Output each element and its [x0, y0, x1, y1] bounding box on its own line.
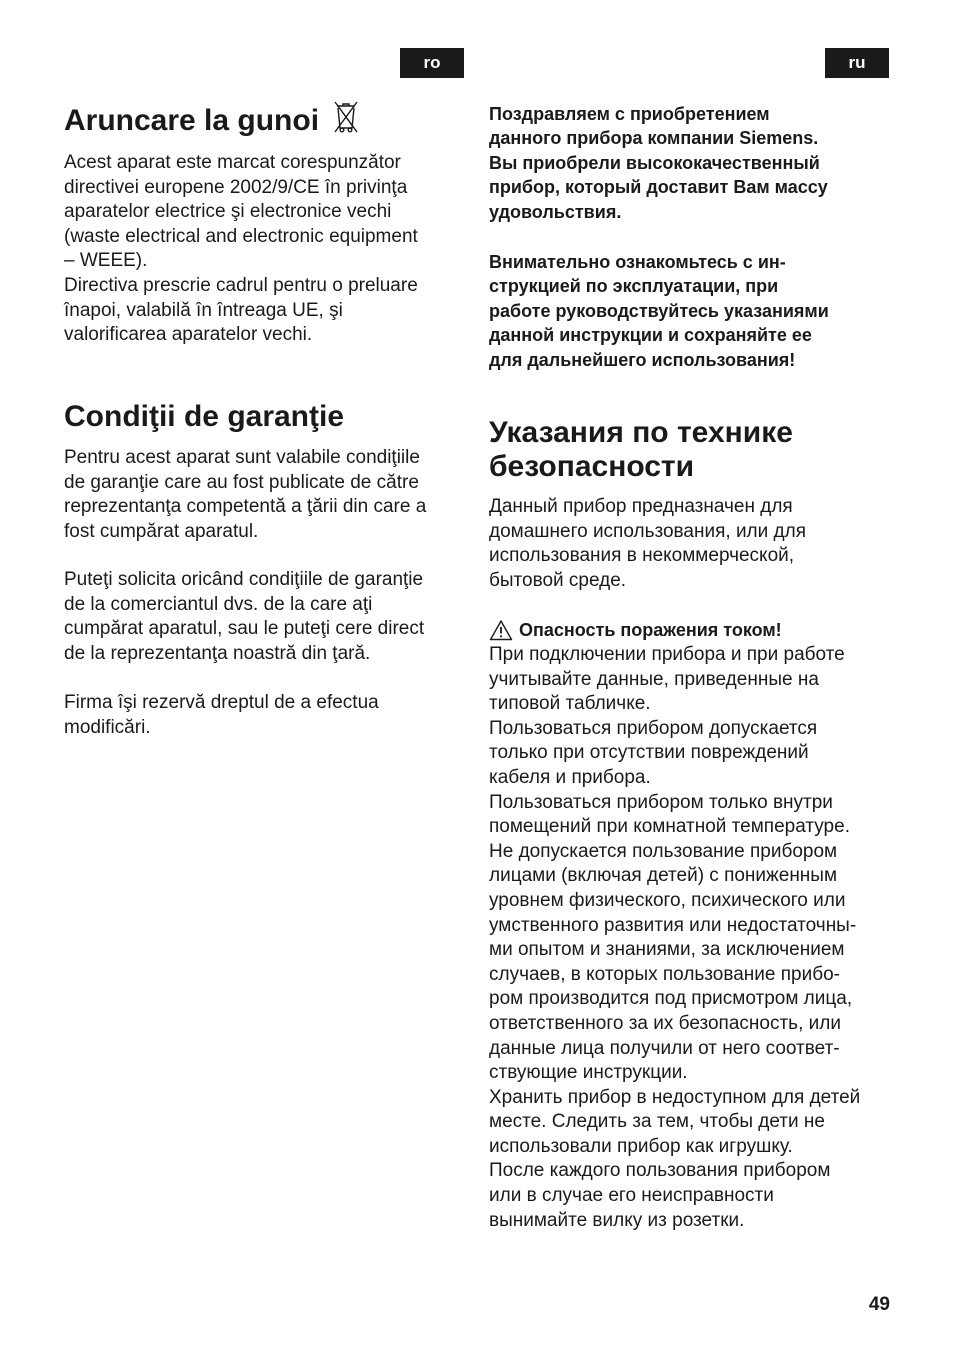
page-number: 49	[868, 1294, 890, 1315]
safety-paragraph: Данный прибор предназначен для домашнего использования, или для использования в некоммерческой, бытовой среде.	[489, 496, 806, 591]
warranty-paragraph-3: Firma îşi rezervă dreptul de a efectua modificări.	[64, 692, 379, 738]
warranty-paragraph-2: Puteţi solicita oricând condiţiile de garanţie de la comerciantul dvs. de la care aţi cumpărat aparatul, sau le puteţi cere direct de la reprezentanţa noastră din ţară.	[64, 569, 425, 664]
warning-header	[489, 618, 782, 642]
language-tab-ro: ro	[400, 48, 464, 78]
intro-congratulations: Поздравляем с приобретением данного прибора компании Siemens. Вы приобрели высококачественный прибор, который доставит Вам массу удовольствия.	[489, 104, 828, 222]
warranty-heading: Condiţii de garanţie	[64, 400, 345, 433]
warning-text: При подключении прибора и при работе учитывайте данные, приведенные на типовой табличке. Пользоваться прибором допускается только при отсутствии повреждений кабеля и прибора. Пользоваться прибором только внутри помещений при комнатной температуре. Не допускается пользование прибором лицами (включая детей) с пониженным уровнем физического, психического или умственного развития или недостаточны- ми опытом и знаниями, за исключением случаев, в которых пользование прибо- ром производится под присмотром лица, ответственного за их безопасность, или данные лица получили от него соответ- ствующие инструкции. Хранить прибор в недоступном для детей месте. Следить за тем, чтобы дети не использовали прибор как игрушку. После каждого пользования прибором или в случае его неисправности вынимайте вилку из розетки.	[489, 644, 861, 1231]
disposal-paragraph: Acest aparat este marcat corespunzător directivei europene 2002/9/CE în privinţa aparatelor electrice şi electronice vechi (waste electrical and electronic equipment – WEEE). Directiva prescrie cadrul pentru o preluare înapoi, valabilă în întreaga UE, şi valorificarea aparatelor vechi.	[64, 152, 418, 346]
weee-crossed-bin-icon	[333, 100, 359, 142]
language-tab-ru: ru	[825, 48, 889, 78]
safety-heading: Указания по технике безопасности	[489, 416, 793, 483]
warning-triangle-icon	[489, 619, 513, 641]
warranty-paragraph-1: Pentru acest aparat sunt valabile condiţiile de garanţie care au fost publicate de către reprezentanţa competentă a ţării din care a fost cumpărat aparatul.	[64, 447, 427, 542]
disposal-title: Aruncare la gunoi	[64, 104, 320, 137]
disposal-heading	[64, 100, 484, 142]
intro-read-instructions: Внимательно ознакомьтесь с ин- струкцией по эксплуатации, при работе руководствуйтесь указаниями данной инструкции и сохраняйте ее для дальнейшего использования!	[489, 252, 829, 370]
warning-title: Опасность поражения током!	[519, 620, 782, 640]
